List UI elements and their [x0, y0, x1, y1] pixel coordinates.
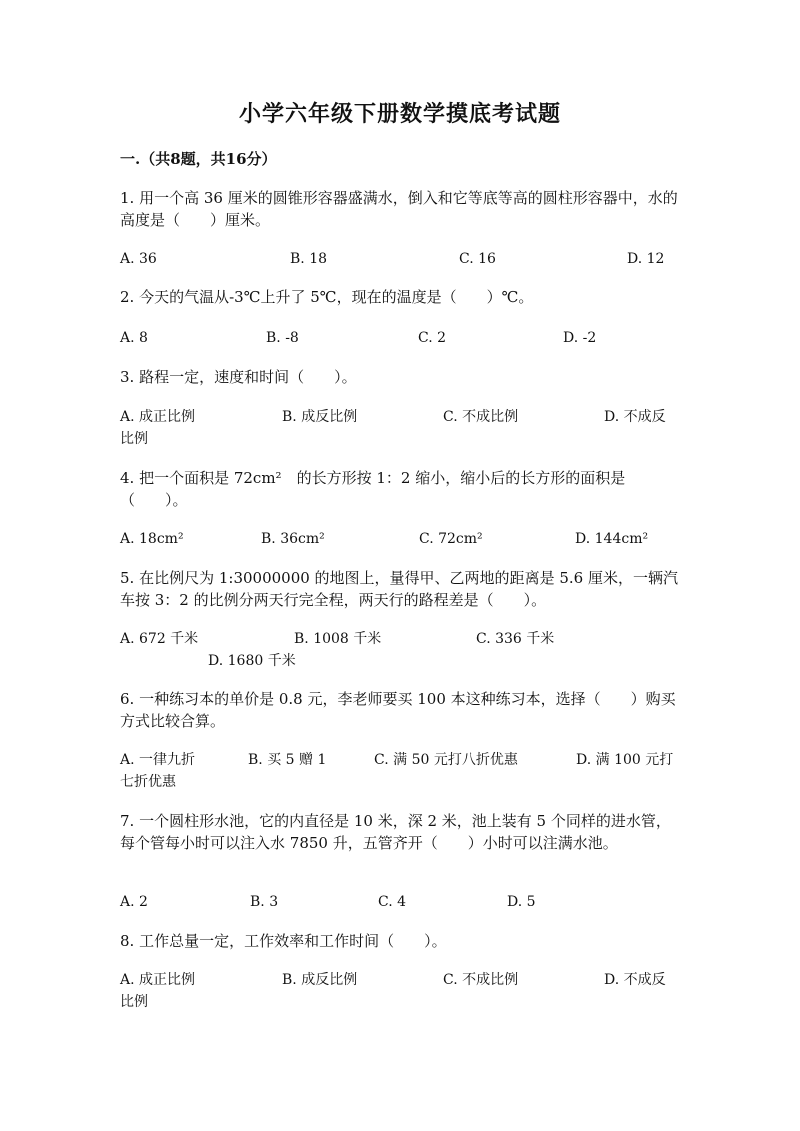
option-a: A. 成正比例 [120, 972, 196, 988]
option-c: C. 16 [459, 251, 496, 267]
option-b: B. 3 [250, 894, 279, 910]
option-b: B. 18 [290, 251, 328, 267]
option-d: D. 满 100 元打 [576, 752, 674, 768]
page-title: 小学六年级下册数学摸底考试题 [238, 101, 561, 127]
question-3-text: 3. 路程一定，速度和时间（ ）。 [120, 368, 357, 386]
question-8-text: 8. 工作总量一定，工作效率和工作时间（ ）。 [120, 932, 447, 950]
option-b: B. 1008 千米 [294, 631, 382, 647]
option-d-continued: 比例 [120, 431, 148, 447]
question-2-text: 2. 今天的气温从-3℃上升了 5℃，现在的温度是（ ）℃。 [120, 288, 534, 306]
option-d-continued: 七折优惠 [120, 774, 176, 790]
option-c: C. 72cm² [419, 531, 483, 547]
option-c: C. 2 [418, 330, 447, 346]
question-7-text: 7. 一个圆柱形水池，它的内直径是 10 米，深 2 米，池上装有 5 个同样的进水管，每个管每小时可以注入水 7850 升，五管齐开（ ）小时可以注满水池。 [120, 812, 671, 852]
option-c: C. 336 千米 [476, 631, 555, 647]
option-d: D. 12 [627, 251, 665, 267]
question-1-text: 1. 用一个高 36 厘米的圆锥形容器盛满水，倒入和它等底等高的圆柱形容器中，水的高度是（ ）厘米。 [120, 189, 678, 229]
option-d: D. 144cm² [575, 531, 649, 547]
option-d: D. 5 [507, 894, 536, 910]
option-a: A. 一律九折 [120, 752, 196, 768]
option-b: B. 买 5 赠 1 [248, 752, 327, 768]
option-d: D. 1680 千米 [208, 653, 296, 669]
option-a: A. 672 千米 [120, 631, 199, 647]
option-d: D. -2 [563, 330, 597, 346]
option-a: A. 成正比例 [120, 409, 196, 425]
option-b: B. -8 [266, 330, 299, 346]
option-a: A. 8 [120, 330, 148, 346]
question-6-text: 6. 一种练习本的单价是 0.8 元，李老师要买 100 本这种练习本，选择（ ）购买方式比较合算。 [120, 690, 676, 730]
option-a: A. 36 [120, 251, 157, 267]
option-d: D. 不成反 [604, 409, 666, 425]
option-c: C. 4 [378, 894, 407, 910]
option-b: B. 36cm² [261, 531, 325, 547]
section-heading: 一.（共8题，共16分） [120, 150, 277, 168]
option-d: D. 不成反 [604, 972, 666, 988]
option-d-continued: 比例 [120, 994, 148, 1010]
question-4-text: 4. 把一个面积是 72cm² 的长方形按 1：2 缩小，缩小后的长方形的面积是（ ）。 [120, 469, 626, 509]
option-b: B. 成反比例 [282, 409, 358, 425]
option-c: C. 不成比例 [443, 409, 519, 425]
question-5-text: 5. 在比例尺为 1:30000000 的地图上，量得甲、乙两地的距离是 5.6 厘米，一辆汽车按 3：2 的比例分两天行完全程，两天行的路程差是（ ）。 [120, 569, 678, 609]
option-c: C. 满 50 元打八折优惠 [374, 752, 518, 768]
option-a: A. 2 [120, 894, 148, 910]
option-c: C. 不成比例 [443, 972, 519, 988]
option-b: B. 成反比例 [282, 972, 358, 988]
option-a: A. 18cm² [120, 531, 184, 547]
